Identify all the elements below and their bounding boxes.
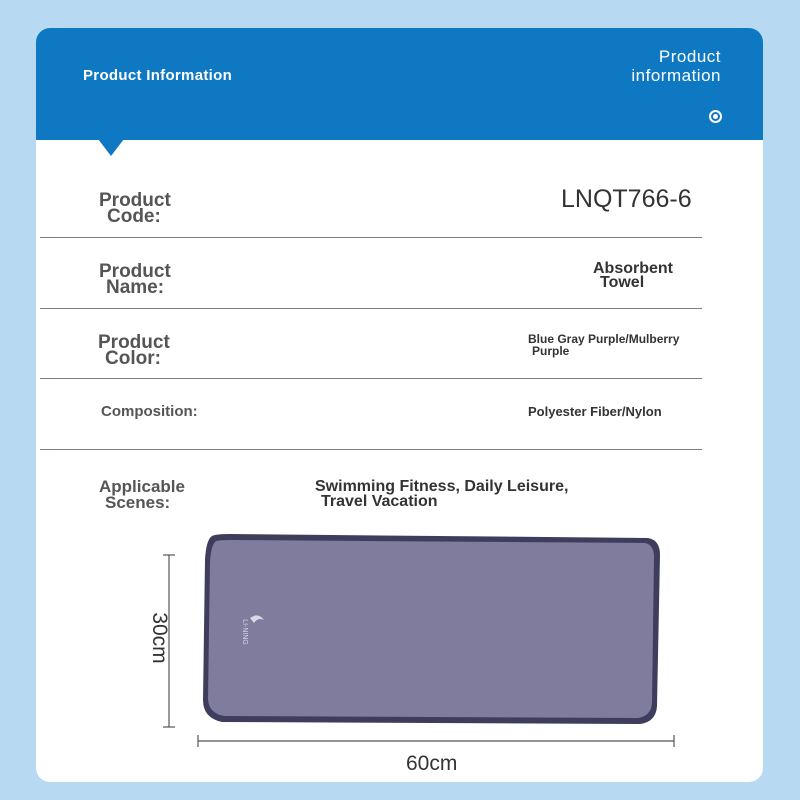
width-label: 60cm: [406, 752, 458, 775]
brand-logo-icon: [241, 619, 248, 645]
height-label: 30cm: [148, 612, 171, 664]
spec-value-composition: Polyester Fiber/Nylon: [528, 404, 662, 419]
spec-label-product-color: Product Color:: [98, 332, 170, 369]
towel-body: [208, 540, 654, 718]
spec-value-product-name: Absorbent Towel: [593, 260, 673, 291]
spec-value-applicable-scenes: Swimming Fitness, Daily Leisure, Travel Vacation: [315, 478, 569, 510]
spec-label-product-name: Product Name:: [99, 261, 171, 298]
spec-value-product-code: LNQT766-6: [561, 185, 692, 213]
spec-label-composition: Composition:: [101, 403, 198, 420]
spec-label-product-code: Product Code:: [99, 190, 171, 227]
spec-value-product-color: Blue Gray Purple/Mulberry Purple: [528, 332, 680, 358]
header-right-title: Product information: [631, 47, 721, 85]
svg-text:LI-NING: LI-NING: [241, 619, 248, 645]
header-left-title: Product Information: [83, 67, 233, 84]
spec-label-applicable-scenes: Applicable Scenes:: [99, 477, 185, 512]
